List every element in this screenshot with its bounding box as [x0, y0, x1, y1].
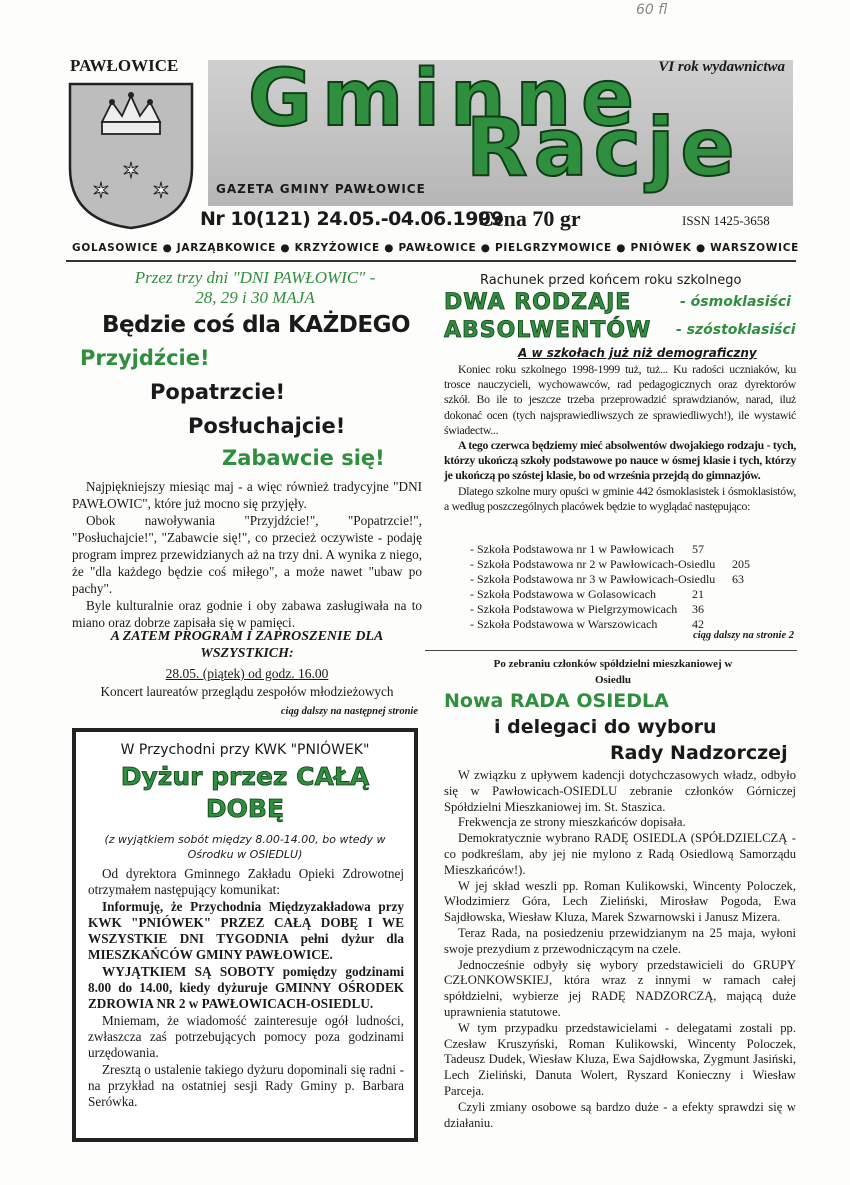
issue-number: Nr 10(121) 24.05.-04.06.1999	[200, 208, 504, 230]
clinic-box	[72, 728, 418, 1142]
issn: ISSN 1425-3658	[682, 213, 770, 228]
list-item: - Szkoła Podstawowa nr 3 w Pawłowicach-Osiedlu 63	[470, 572, 744, 586]
school-list	[470, 542, 780, 632]
list-item: - Szkoła Podstawowa nr 2 w Pawłowicach-Osiedlu 205	[470, 557, 750, 571]
council-kicker: Po zebraniu członków spółdzielni mieszkaniowej w Osiedlu	[493, 658, 733, 686]
clinic-title-2: DOBĘ	[205, 794, 285, 823]
list-item: - Szkoła Podstawowa w Golasowicach 21	[470, 587, 704, 601]
year-note: VI rok wydawnictwa	[658, 59, 785, 75]
handwritten-note: 60 fl	[636, 2, 668, 18]
graduates-continued: ciąg dalszy na stronie 2	[693, 630, 794, 641]
council-head-3: Rady Nadzorczej	[610, 742, 788, 764]
graduates-kicker: Rachunek przed końcem roku szkolnego	[480, 273, 742, 288]
cry-have-fun: Zabawcie się!	[222, 446, 385, 470]
days-kicker: Przez trzy dni "DNI PAWŁOWIC" - 28, 29 i 30 MAJA	[134, 268, 376, 307]
svg-text:✶: ✶	[121, 158, 141, 183]
list-item: - Szkoła Podstawowa nr 1 w Pawłowicach 57	[470, 542, 704, 556]
days-article-body: Najpiękniejszy miesiąc maj - a więc również tradycyjne "DNI PAWŁOWIC", które już mocno się przyjęły. Obok nawoływania "Przyjdźcie!", "Popatrzcie!", "Posłuchajcie!", "Zabawcie się!", co przecież oczywiste - podaję program imprez przewidzianych aż na trzy dni. A wynika z niego, że "dla każdego będzie coś miłego", a może nawet "ubaw po pachy". Byle kulturalnie oraz godnie i oby zabawa zasługiwała na to miano oraz dobrze zapisała się w pamięci.	[72, 479, 422, 630]
council-body: W związku z upływem kadencji dotychczasowych władz, odbyło się w Pawłowicach-OSIEDLU zebranie członków Górniczej Spółdzielni Mieszkaniowej im. St. Staszica. Frekwencja ze strony mieszkańców dopisała. Demokratycznie wybrano RADĘ OSIEDLA (SPÓŁDZIELCZĄ - co podkreślam, aby jej nie mylono z Radą Osiedlową Samorządu Mieszkańców!). W jej skład weszli pp. Roman Kulikowski, Wincenty Poloczek, Włodzimierz Góra, Lech Zieliński, Mirosław Pogoda, Ewa Sajdłowska, Wiesław Kluza, Marek Szwarnowski i Janusz Mizera. Teraz Rada, na posiedzeniu przewidzianym na 25 maja, wyłoni swoje prezydium z przewodniczącym na czele. Jednocześnie odbyły się wybory przedstawicieli do GRUPY CZŁONKOWSKIEJ, która wraz z innymi w ramach całej spółdzielni, wybierze jej RADĘ NADZORCZĄ, mającą duże uprawnienia statutowe. W tym przypadku przedstawicielami - delegatami zostali pp. Czesław Kruszyński, Roman Kulikowski, Wincenty Poloczek, Tadeusz Dudek, Wiesław Kluza, Ewa Sajdłowska, Zygmunt Jasiński, Lech Zieliński, Danuta Wolert, Ryszard Konieczny i Wiesław Parceja. Czyli zmiany osobowe są bardzo duże - a efekty sprawdzi się w działaniu.	[444, 768, 796, 1130]
program-date: 28.05. (piątek) od godz. 16.00	[165, 666, 329, 681]
svg-text:✶: ✶	[151, 178, 171, 203]
graduates-tag-2: - szóstoklasiści	[676, 322, 796, 338]
clinic-kicker: W Przychodni przy KWK "PNIÓWEK"	[120, 742, 370, 758]
graduates-tag-1: - ósmoklasiści	[680, 294, 791, 310]
price: Cena 70 gr	[478, 206, 581, 231]
masthead-subtitle: GAZETA GMINY PAWŁOWICE	[216, 182, 426, 196]
clinic-exception-note: (z wyjątkiem sobót między 8.00-14.00, bo wtedy w Ośrodku w OSIEDLU)	[104, 833, 386, 861]
graduates-deck: A w szkołach już niż demograficzny	[518, 346, 757, 360]
graduates-head-2: ABSOLWENTÓW	[444, 318, 652, 343]
program-heading: A ZATEM PROGRAM I ZAPROSZENIE DLA WSZYSTKICH:	[110, 629, 384, 661]
cry-look: Popatrzcie!	[150, 380, 286, 404]
clinic-body: Od dyrektora Gminnego Zakładu Opieki Zdrowotnej otrzymałem następujący komunikat: Informuję, że Przychodnia Międzyzakładowa przy KWK "PNIÓWEK" PRZEZ CAŁĄ DOBĘ I WE WSZYSTKIE DNI TYGODNIA pełni dyżur dla MIESZKAŃCÓW GMINY PAWŁOWICE. WYJĄTKIEM SĄ SOBOTY pomiędzy godzinami 8.00 do 14.00, kiedy dyżuruje GMINNY OŚRODEK ZDROWIA NR 2 w PAWŁOWICACH-OSIEDLU. Mniemam, że wiadomość zainteresuje ogół ludności, zwłaszcza zaś potrzebujących pomocy poza godzinami urzędowania. Zresztą o ustalenie takiego dyżuru dopominali się radni - na przykład na ostatniej sesji Rady Gminy p. Barbara Serówka.	[88, 866, 404, 1110]
graduates-head-1: DWA RODZAJE	[444, 290, 632, 315]
villages-strip: GOLASOWICE ● JARZĄBKOWICE ● KRZYŻOWICE ● PAWŁOWICE ● PIELGRZYMOWICE ● PNIÓWEK ● WARSZOWICE	[72, 242, 799, 254]
masthead-divider	[66, 260, 796, 262]
title-line-1: Gminne	[248, 54, 644, 144]
title-line-2: Racje	[466, 101, 741, 194]
program-concert: Koncert laureatów przeglądu zespołów młodzieżowych	[100, 684, 394, 699]
cry-come: Przyjdźcie!	[80, 346, 210, 370]
council-head-1: Nowa RADA OSIEDLA	[444, 690, 669, 712]
cry-listen: Posłuchajcie!	[188, 414, 346, 438]
council-head-2: i delegaci do wyboru	[494, 716, 717, 738]
clinic-title-1: Dyżur przez CAŁĄ	[120, 762, 370, 791]
masthead-banner	[208, 54, 793, 206]
column-separator	[425, 650, 797, 651]
continued-note: ciąg dalszy na następnej stronie	[280, 706, 418, 717]
graduates-body: Koniec roku szkolnego 1998-1999 tuż, tuż... Ku radości uczniaków, ku trosce nauczycieli, wychowawców, rad pedagogicznych oraz dyrektorów szkół. Bo ile to jeszcze trzeba przeprowadzić sprawdzianów, narad, iluż dokonać ocen (tych najsprawiedliwszych ze sprawiedliwych!), ile wystawić świadectw... A tego czerwca będziemy mieć absolwentów dwojakiego rodzaju - tych, którzy ukończą szkoły podstawowe po nauce w ósmej klasie i tych, którzy je ukończą po szóstej klasie, bo od września przejdą do gimnazjów. Dlatego szkolne mury opuści w gminie 442 ósmoklasistek i ósmoklasistów, a według poszczególnych placówek będzie to wyglądać następująco:	[444, 362, 796, 513]
town-name: PAWŁOWICE	[70, 56, 179, 75]
coat-of-arms-icon	[66, 80, 196, 230]
list-item: - Szkoła Podstawowa w Pielgrzymowicach 36	[470, 602, 704, 616]
days-headline: Będzie coś dla KAŻDEGO	[101, 312, 410, 338]
list-item: - Szkoła Podstawowa w Warszowicach 42	[470, 617, 704, 631]
svg-text:✶: ✶	[91, 178, 111, 203]
